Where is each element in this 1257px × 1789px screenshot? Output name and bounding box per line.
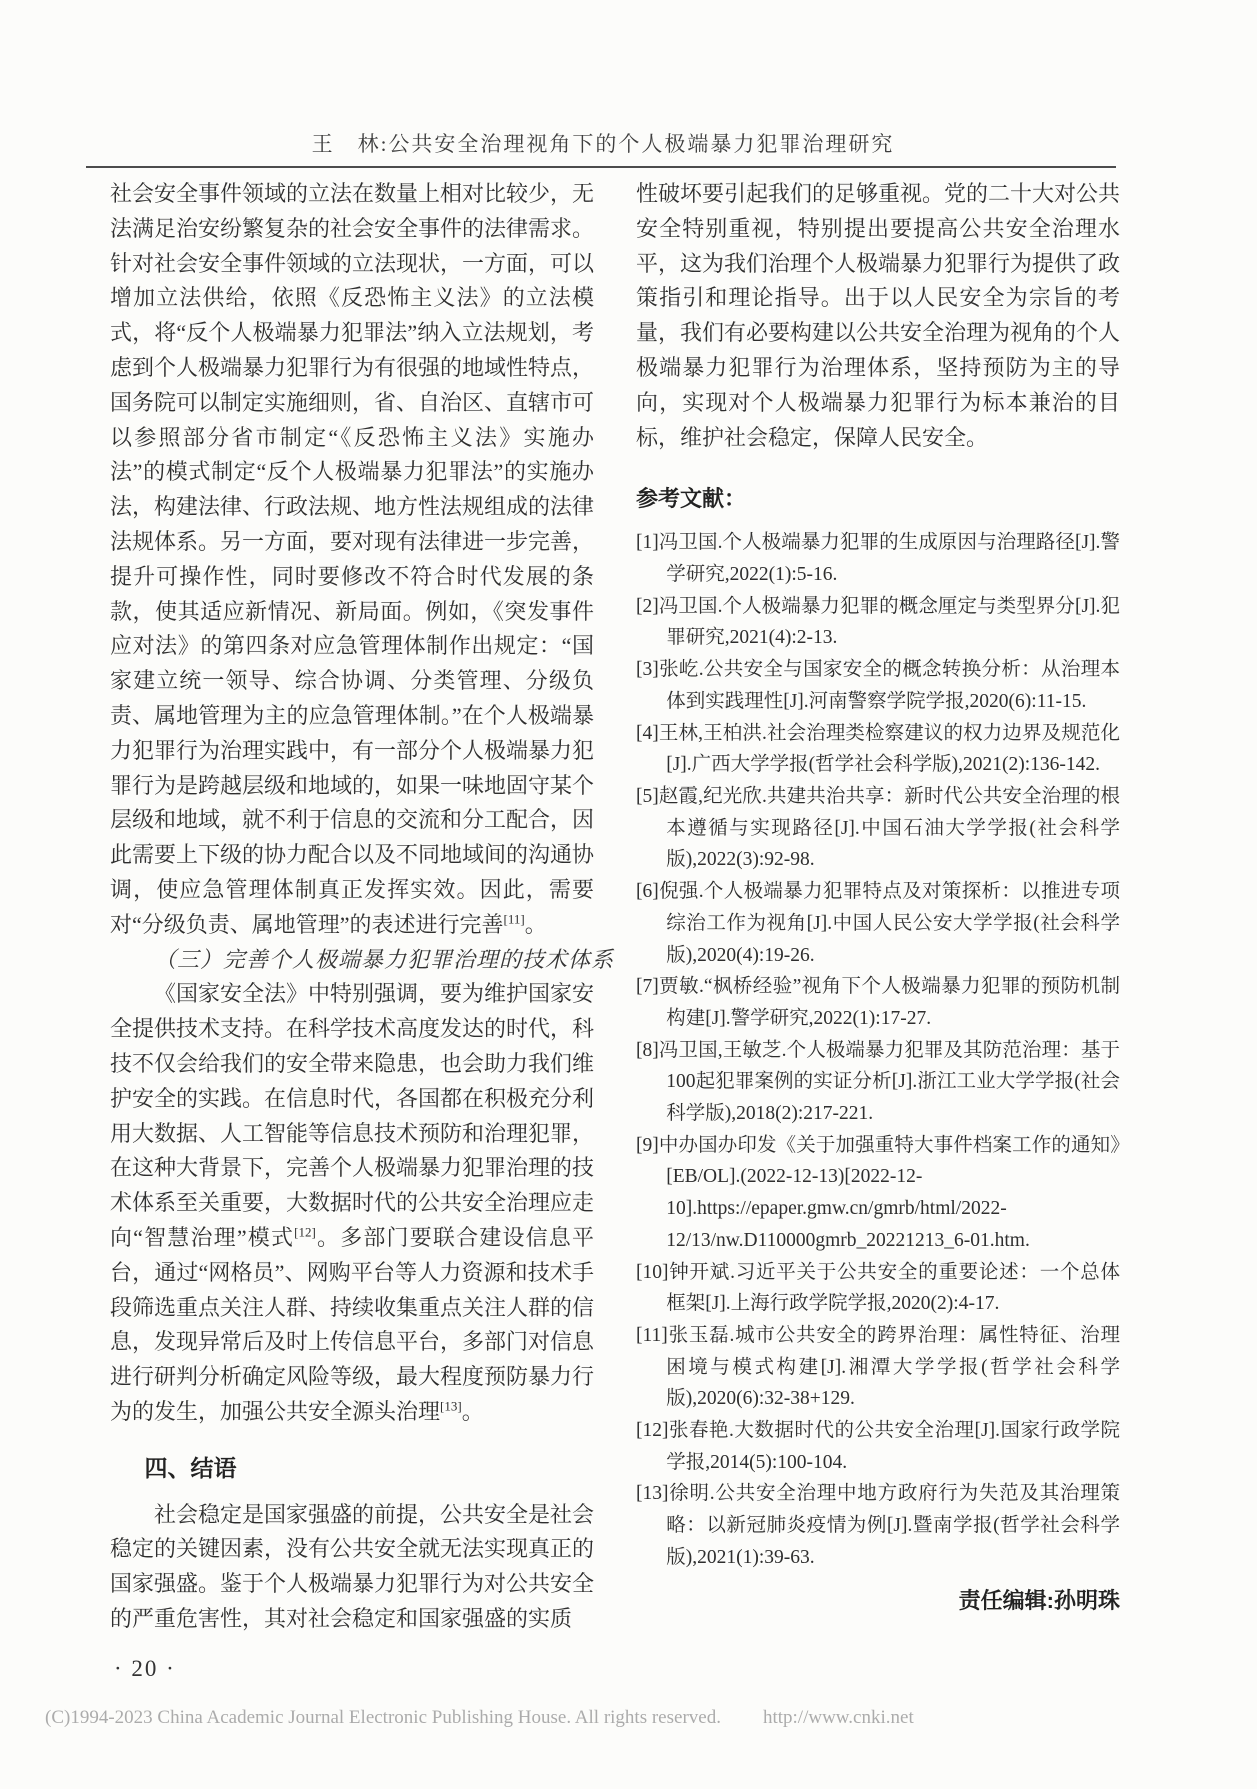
- running-header: [88, 128, 1118, 158]
- paragraph-legislation: [110, 177, 594, 943]
- conclusion-heading: 四、结语: [144, 1454, 237, 1481]
- reference-item: [636, 527, 1120, 590]
- reference-text: 冯卫国,王敏芝.个人极端暴力犯罪及其防范治理：基于100起犯罪案例的实证分析[J].浙江工业大学学报(社会科学版),2018(2):217-221.: [658, 1039, 1120, 1125]
- paragraph-technology: [110, 977, 594, 1429]
- paragraph-continued: 性破坏要引起我们的足够重视。党的二十大对公共安全特别重视，特别提出要提高公共安全治理水平，这为我们治理个人极端暴力犯罪行为提供了政策指引和理论指导。出于以人民安全为宗旨的考量，我们有必要构建以公共安全治理为视角的个人极端暴力犯罪行为治理体系，坚持预防为主的导向，实现对个人极端暴力犯罪行为标本兼治的目标，维护社会稳定，保障人民安全。: [636, 181, 1121, 450]
- reference-item: [636, 1415, 1120, 1478]
- reference-text: 张玉磊.城市公共安全的跨界治理：属性特征、治理困境与模式构建[J].湘潭大学学报(哲学社会科学版),2020(6):32-38+129.: [666, 1324, 1120, 1410]
- reference-label: [11]: [636, 1324, 668, 1346]
- footer-url: http://www.cnki.net: [762, 1707, 914, 1728]
- reference-label: [1]: [636, 532, 659, 554]
- conclusion-paragraph: 社会稳定是国家强盛的前提，公共安全是社会稳定的关键因素，没有公共安全就无法实现真正的国家强盛。鉴于个人极端暴力犯罪行为对公共安全的严重危害性，其对社会稳定和国家强盛的实质: [110, 1501, 595, 1632]
- editor-note: 责任编辑:孙明珠: [958, 1587, 1120, 1613]
- reference-label: [9]: [636, 1134, 659, 1156]
- reference-label: [2]: [636, 595, 659, 617]
- reference-text: 倪强.个人极端暴力犯罪特点及对策探析：以推进专项综治工作为视角[J].中国人民公安大学学报(社会科学版),2020(4):19-26.: [658, 881, 1120, 966]
- reference-item: [636, 1320, 1120, 1415]
- citation-marker-12: [12]: [294, 1224, 316, 1240]
- reference-label: [3]: [636, 659, 659, 681]
- reference-item: [636, 876, 1120, 971]
- reference-text: 钟开斌.习近平关于公共安全的重要论述：一个总体框架[J].上海行政学院学报,2020(2):4-17.: [666, 1261, 1120, 1315]
- page-number: · 20 ·: [114, 1656, 176, 1681]
- header-rule: [86, 166, 1116, 168]
- reference-item: [636, 1478, 1120, 1573]
- reference-label: [8]: [636, 1039, 659, 1061]
- left-column: [110, 177, 615, 1637]
- reference-label: [4]: [636, 722, 659, 744]
- citation-marker-11: [11]: [503, 911, 525, 927]
- reference-text: 冯卫国.个人极端暴力犯罪的概念厘定与类型界分[J].犯罪研究,2021(4):2-13.: [658, 595, 1120, 649]
- reference-text: 张春艳.大数据时代的公共安全治理[J].国家行政学院学报,2014(5):100-104.: [666, 1420, 1120, 1473]
- citation-marker-13: [13]: [440, 1398, 462, 1414]
- references-list: [636, 527, 1120, 1573]
- paragraph-technology-part-a: 《国家安全法》中特别强调，要为维护国家安全提供技术支持。在科学技术高度发达的时代，科技不仅会给我们的安全带来隐患，也会助力我们维护安全的实践。在信息时代，各国都在积极充分利用大数据、人工智能等信息技术预防和治理犯罪，在这种大背景下，完善个人极端暴力犯罪治理的技术体系至关重要，大数据时代的公共安全治理应走向“智慧治理”模式: [110, 981, 595, 1250]
- reference-text: 王林,王柏洪.社会治理类检察建议的权力边界及规范化[J].广西大学学报(哲学社会科学版),2021(2):136-142.: [658, 722, 1120, 776]
- reference-label: [7]: [636, 976, 659, 998]
- paragraph-technology-part-b: 。多部门要联合建设信息平台，通过“网格员”、网购平台等人力资源和技术手段筛选重点关注人群、持续收集重点关注人群的信息，发现异常后及时上传信息平台，多部门对信息进行研判分析确定风险等级，最大程度预防暴力行为的发生，加强公共安全源头治理: [110, 1224, 595, 1424]
- reference-item: [636, 654, 1120, 717]
- reference-label: [6]: [636, 881, 659, 903]
- reference-item: [636, 1035, 1120, 1130]
- reference-text: 张屹.公共安全与国家安全的概念转换分析：从治理本体到实践理性[J].河南警察学院学报,2020(6):11-15.: [658, 659, 1120, 712]
- reference-text: 徐明.公共安全治理中地方政府行为失范及其治理策略：以新冠肺炎疫情为例[J].暨南学报(哲学社会科学版),2021(1):39-63.: [666, 1483, 1120, 1568]
- right-column: [636, 177, 1120, 1615]
- sentence-end: 。: [524, 911, 547, 937]
- reference-text: 赵霞,纪光欣.共建共治共享：新时代公共安全治理的根本遵循与实现路径[J].中国石油大学学报(社会科学版),2022(3):92-98.: [658, 786, 1120, 871]
- reference-text: 冯卫国.个人极端暴力犯罪的生成原因与治理路径[J].警学研究,2022(1):5-16.: [658, 532, 1120, 586]
- reference-item: [636, 718, 1120, 781]
- copyright-text: (C)1994-2023 China Academic Journal Electronic Publishing House. All rights reserved.: [45, 1707, 721, 1728]
- running-title: 王 林:公共安全治理视角下的个人极端暴力犯罪治理研究: [311, 132, 895, 156]
- reference-label: [12]: [636, 1420, 669, 1442]
- reference-item: [636, 781, 1120, 876]
- references-heading: 参考文献：: [636, 486, 747, 512]
- reference-item: [636, 971, 1120, 1034]
- reference-label: [10]: [636, 1261, 669, 1283]
- reference-item: [636, 591, 1120, 654]
- sentence-end: 。: [461, 1398, 484, 1424]
- copyright-footer: [45, 1707, 1205, 1729]
- reference-item: [636, 1130, 1120, 1257]
- reference-label: [13]: [636, 1483, 669, 1505]
- reference-label: [5]: [636, 786, 659, 807]
- reference-text: 贾敏.“枫桥经验”视角下个人极端暴力犯罪的预防机制构建[J].警学研究,2022(1):17-27.: [658, 976, 1120, 1029]
- reference-item: [636, 1257, 1120, 1320]
- paragraph-legislation-text: 社会安全事件领域的立法在数量上相对比较少，无法满足治安纷繁复杂的社会安全事件的法律需求。针对社会安全事件领域的立法现状，一方面，可以增加立法供给，依照《反恐怖主义法》的立法模式，将“反个人极端暴力犯罪法”纳入立法规划，考虑到个人极端暴力犯罪行为有很强的地域性特点，国务院可以制定实施细则，省、自治区、直辖市可以参照部分省市制定“《反恐怖主义法》实施办法”的模式制定“反个人极端暴力犯罪法”的实施办法，构建法律、行政法规、地方性法规组成的法律法规体系。另一方面，要对现有法律进一步完善，提升可操作性，同时要修改不符合时代发展的条款，使其适应新情况、新局面。例如，《突发事件应对法》的第四条对应急管理体制作出规定：“国家建立统一领导、综合协调、分类管理、分级负责、属地管理为主的应急管理体制。”在个人极端暴力犯罪行为治理实践中，有一部分个人极端暴力犯罪行为是跨越层级和地域的，如果一味地固守某个层级和地域，就不利于信息的交流和分工配合，因此需要上下级的协力配合以及不同地域间的沟通协调，使应急管理体制真正发挥实效。因此，需要对“分级负责、属地管理”的表述进行完善: [110, 181, 595, 937]
- section-heading-3: （三）完善个人极端暴力犯罪治理的技术体系: [154, 946, 615, 972]
- reference-text: 中办国办印发《关于加强重特大事件档案工作的通知》[EB/OL].(2022-12-13)[2022-12-10].https://epaper.gmw.cn/gmrb/html/2022-12/13/nw.D110000gmrb_20221213_6-01.htm.: [658, 1134, 1120, 1251]
